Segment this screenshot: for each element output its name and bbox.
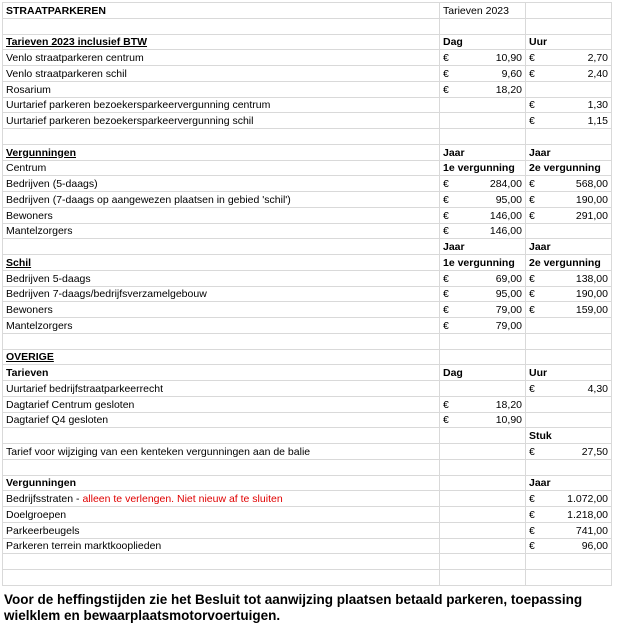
table-row	[3, 381, 612, 397]
cell[interactable]: Uurtarief bedrijfstraatparkeerrecht	[3, 381, 440, 397]
cell[interactable]	[440, 318, 526, 334]
currency-symbol: €	[443, 67, 449, 80]
amount	[443, 303, 522, 317]
cell[interactable]: Bedrijven 7-daags/bedrijfsverzamelgebouw	[3, 286, 440, 302]
cell[interactable]: Mantelzorgers	[3, 318, 440, 334]
cell[interactable]: Dagtarief Centrum gesloten	[3, 396, 440, 412]
cell-text: Jaar	[443, 146, 465, 159]
cell[interactable]	[526, 239, 612, 255]
amount-value: 10,90	[495, 414, 522, 427]
table-row	[3, 270, 612, 286]
cell[interactable]	[526, 554, 612, 570]
cell[interactable]: Venlo straatparkeren centrum	[3, 50, 440, 66]
amount	[529, 303, 608, 317]
cell[interactable]: Venlo straatparkeren schil	[3, 66, 440, 82]
currency-symbol: €	[529, 67, 535, 80]
table-row	[3, 507, 612, 523]
cell[interactable]	[3, 491, 440, 507]
amount-value: 2,40	[587, 67, 608, 80]
currency-symbol: €	[529, 178, 535, 190]
amount	[529, 287, 608, 301]
amount	[443, 67, 522, 81]
amount	[443, 398, 522, 412]
cell[interactable]	[440, 255, 526, 271]
amount-value: 4,30	[587, 382, 608, 395]
amount	[443, 272, 522, 286]
cell-text: Stuk	[529, 430, 552, 442]
amount	[529, 492, 608, 506]
cell[interactable]	[440, 129, 526, 145]
cell[interactable]	[526, 570, 612, 586]
table-row	[3, 475, 612, 491]
cell-text: Vergunningen	[6, 146, 77, 159]
amount	[529, 67, 608, 81]
cell-text: Bedrijfsstraten -	[6, 493, 83, 505]
currency-symbol: €	[529, 382, 535, 395]
currency-symbol: €	[529, 445, 535, 458]
amount	[529, 209, 608, 223]
currency-symbol: €	[443, 83, 449, 96]
cell[interactable]	[526, 34, 612, 50]
currency-symbol: €	[529, 508, 535, 521]
cell[interactable]	[526, 333, 612, 349]
cell-text: Jaar	[529, 146, 551, 159]
amount	[529, 508, 608, 522]
cell[interactable]	[440, 381, 526, 397]
amount-value: 138,00	[575, 272, 608, 285]
cell[interactable]: Doelgroepen	[3, 507, 440, 523]
table-row	[3, 538, 612, 554]
table-row	[3, 18, 612, 34]
cell[interactable]	[3, 333, 440, 349]
currency-symbol: €	[529, 99, 535, 112]
cell-text: 1e vergunning	[443, 256, 515, 269]
amount-value: 190,00	[575, 193, 608, 206]
cell[interactable]	[526, 223, 612, 239]
cell[interactable]	[526, 113, 612, 129]
cell[interactable]	[440, 522, 526, 538]
amount-value: 190,00	[575, 288, 608, 301]
cell[interactable]	[3, 554, 440, 570]
amount-value: 69,00	[495, 272, 522, 285]
cell[interactable]	[3, 18, 440, 34]
amount-value: 146,00	[489, 209, 522, 222]
cell[interactable]	[440, 270, 526, 286]
table-row	[3, 160, 612, 176]
cell-text: 2e vergunning	[529, 162, 601, 175]
cell[interactable]	[440, 570, 526, 586]
cell[interactable]	[3, 129, 440, 145]
table-row	[3, 365, 612, 381]
table-row	[3, 302, 612, 318]
cell[interactable]	[526, 270, 612, 286]
cell[interactable]	[3, 459, 440, 475]
cell[interactable]: Uurtarief parkeren bezoekersparkeervergunning schil	[3, 113, 440, 129]
amount-value: 18,20	[495, 398, 522, 411]
cell[interactable]	[526, 381, 612, 397]
currency-symbol: €	[529, 493, 535, 505]
amount	[443, 177, 522, 191]
cell[interactable]: Bedrijven (7-daags op aangewezen plaatsen in gebied 'schil')	[3, 192, 440, 208]
table-row	[3, 239, 612, 255]
table-row	[3, 554, 612, 570]
amount	[529, 98, 608, 112]
sheet-subtitle[interactable]: Tarieven 2023	[440, 3, 526, 19]
table-row	[3, 570, 612, 586]
warning-text: alleen te verlengen. Niet nieuw af te sluiten	[82, 493, 283, 505]
cell[interactable]	[440, 97, 526, 113]
currency-symbol: €	[529, 115, 535, 127]
cell[interactable]	[440, 192, 526, 208]
cell[interactable]	[440, 459, 526, 475]
amount-value: 96,00	[581, 540, 608, 553]
cell-text: Jaar	[529, 477, 551, 490]
table-row	[3, 66, 612, 82]
cell-text: Jaar	[443, 241, 465, 253]
amount-value: 95,00	[495, 193, 522, 206]
currency-symbol: €	[443, 272, 449, 285]
table-row	[3, 207, 612, 223]
cell[interactable]	[440, 444, 526, 460]
table-row	[3, 522, 612, 538]
cell-text: Tarieven 2023 inclusief BTW	[6, 36, 148, 49]
footer-note: Voor de heffingstijden zie het Besluit tot aanwijzing plaatsen betaald parkeren, toepassing wielklem en bewaarplaatsmotorvoertuigen.	[4, 592, 583, 623]
amount	[529, 51, 608, 65]
cell[interactable]: Bedrijven 5-daags	[3, 270, 440, 286]
cell[interactable]	[526, 255, 612, 271]
cell-text: Dag	[443, 367, 463, 379]
cell[interactable]	[3, 365, 440, 381]
tariff-table	[2, 2, 612, 586]
amount-value: 95,00	[495, 288, 522, 301]
table-row	[3, 459, 612, 475]
cell-text: 2e vergunning	[529, 256, 601, 269]
cell[interactable]	[3, 570, 440, 586]
cell[interactable]	[526, 459, 612, 475]
cell[interactable]	[440, 144, 526, 160]
cell[interactable]	[3, 144, 440, 160]
table-row	[3, 97, 612, 113]
amount-value: 10,90	[495, 52, 522, 64]
currency-symbol: €	[529, 540, 535, 553]
amount	[529, 272, 608, 286]
currency-symbol: €	[443, 304, 449, 316]
amount-value: 18,20	[495, 83, 522, 96]
amount-value: 146,00	[489, 225, 522, 238]
amount	[529, 539, 608, 553]
table-row	[3, 444, 612, 460]
cell[interactable]: Bewoners	[3, 207, 440, 223]
cell[interactable]	[526, 18, 612, 34]
amount	[443, 224, 522, 238]
cell-text: OVERIGE	[6, 351, 54, 364]
cell[interactable]	[3, 239, 440, 255]
cell[interactable]	[440, 538, 526, 554]
cell[interactable]: Bewoners	[3, 302, 440, 318]
amount-value: 1,30	[587, 99, 608, 112]
cell[interactable]	[440, 239, 526, 255]
cell[interactable]	[526, 144, 612, 160]
header-row	[3, 3, 612, 19]
cell[interactable]	[526, 507, 612, 523]
cell[interactable]: Bedrijven (5-daags)	[3, 176, 440, 192]
cell[interactable]	[440, 333, 526, 349]
amount-value: 9,60	[501, 67, 522, 80]
cell[interactable]	[526, 538, 612, 554]
currency-symbol: €	[529, 272, 535, 285]
cell[interactable]: Dagtarief Q4 gesloten	[3, 412, 440, 428]
cell[interactable]	[526, 444, 612, 460]
amount-value: 284,00	[489, 178, 522, 190]
cell[interactable]	[526, 475, 612, 491]
amount-value: 2,70	[587, 52, 608, 64]
currency-symbol: €	[443, 414, 449, 427]
cell[interactable]	[440, 412, 526, 428]
amount-value: 741,00	[575, 524, 608, 537]
currency-symbol: €	[443, 193, 449, 206]
cell[interactable]	[440, 507, 526, 523]
table-row	[3, 491, 612, 507]
table-row	[3, 50, 612, 66]
table-row	[3, 255, 612, 271]
cell[interactable]	[3, 34, 440, 50]
table-row	[3, 192, 612, 208]
table-row	[3, 428, 612, 444]
currency-symbol: €	[443, 178, 449, 190]
cell[interactable]	[440, 18, 526, 34]
cell[interactable]	[526, 318, 612, 334]
cell[interactable]	[3, 428, 440, 444]
amount	[529, 382, 608, 396]
cell[interactable]	[440, 34, 526, 50]
cell-text: 1e vergunning	[443, 162, 515, 175]
currency-symbol: €	[529, 524, 535, 537]
amount	[529, 114, 608, 128]
cell[interactable]	[440, 113, 526, 129]
cell[interactable]	[526, 522, 612, 538]
cell[interactable]	[440, 160, 526, 176]
table-row	[3, 349, 612, 365]
cell[interactable]	[526, 97, 612, 113]
table-row	[3, 34, 612, 50]
cell[interactable]	[440, 396, 526, 412]
currency-symbol: €	[443, 288, 449, 301]
table-row	[3, 144, 612, 160]
amount	[443, 319, 522, 333]
amount-value: 1.072,00	[567, 493, 608, 505]
cell[interactable]	[440, 50, 526, 66]
currency-symbol: €	[529, 288, 535, 301]
currency-symbol: €	[443, 225, 449, 238]
cell-text: Jaar	[529, 241, 551, 253]
cell[interactable]	[440, 223, 526, 239]
cell[interactable]	[526, 412, 612, 428]
cell[interactable]	[440, 349, 526, 365]
cell[interactable]	[440, 491, 526, 507]
currency-symbol: €	[443, 319, 449, 332]
amount	[443, 413, 522, 427]
sheet-title[interactable]: STRAATPARKEREN	[3, 3, 440, 19]
table-row	[3, 412, 612, 428]
amount-value: 159,00	[575, 304, 608, 316]
cell[interactable]: Centrum	[3, 160, 440, 176]
cell[interactable]	[526, 286, 612, 302]
cell[interactable]	[3, 475, 440, 491]
currency-symbol: €	[529, 193, 535, 206]
cell[interactable]	[526, 428, 612, 444]
cell[interactable]	[526, 192, 612, 208]
cell[interactable]	[526, 302, 612, 318]
cell[interactable]	[526, 3, 612, 19]
amount	[443, 287, 522, 301]
cell-text: Uur	[529, 367, 548, 379]
table-row	[3, 286, 612, 302]
cell[interactable]: Rosarium	[3, 81, 440, 97]
cell[interactable]: Parkeren terrein marktkooplieden	[3, 538, 440, 554]
cell[interactable]	[3, 255, 440, 271]
cell[interactable]	[440, 302, 526, 318]
cell[interactable]	[440, 475, 526, 491]
cell-text: Dag	[443, 36, 463, 49]
table-row	[3, 333, 612, 349]
cell[interactable]: Tarief voor wijziging van een kenteken vergunningen aan de balie	[3, 444, 440, 460]
table-row	[3, 396, 612, 412]
table-row	[3, 129, 612, 145]
cell[interactable]: Parkeerbeugels	[3, 522, 440, 538]
amount	[529, 177, 608, 191]
amount-value: 568,00	[575, 178, 608, 190]
cell[interactable]	[526, 396, 612, 412]
table-row	[3, 318, 612, 334]
cell-text: Tarieven	[6, 367, 49, 379]
amount	[529, 524, 608, 538]
cell[interactable]	[526, 176, 612, 192]
currency-symbol: €	[529, 209, 535, 222]
amount	[529, 193, 608, 207]
amount-value: 27,50	[581, 445, 608, 458]
cell[interactable]: Uurtarief parkeren bezoekersparkeervergunning centrum	[3, 97, 440, 113]
currency-symbol: €	[529, 304, 535, 316]
amount-value: 291,00	[575, 209, 608, 222]
cell[interactable]	[526, 81, 612, 97]
cell[interactable]	[526, 491, 612, 507]
currency-symbol: €	[443, 209, 449, 222]
cell[interactable]	[526, 365, 612, 381]
cell[interactable]	[526, 50, 612, 66]
amount-value: 1.218,00	[567, 508, 608, 521]
table-row	[3, 223, 612, 239]
cell-text: Vergunningen	[6, 477, 77, 490]
cell[interactable]	[526, 129, 612, 145]
table-row	[3, 81, 612, 97]
cell[interactable]	[526, 349, 612, 365]
cell[interactable]	[440, 428, 526, 444]
cell[interactable]: Mantelzorgers	[3, 223, 440, 239]
amount-value: 79,00	[495, 319, 522, 332]
cell-text: Uur	[529, 36, 548, 49]
cell[interactable]	[440, 286, 526, 302]
cell[interactable]	[440, 66, 526, 82]
cell[interactable]	[526, 66, 612, 82]
amount	[443, 83, 522, 97]
amount	[443, 51, 522, 65]
amount	[443, 193, 522, 207]
cell[interactable]	[526, 207, 612, 223]
cell[interactable]	[440, 554, 526, 570]
table-row	[3, 176, 612, 192]
amount-value: 79,00	[495, 304, 522, 316]
cell[interactable]	[440, 176, 526, 192]
cell[interactable]	[3, 349, 440, 365]
currency-symbol: €	[443, 398, 449, 411]
cell[interactable]	[440, 81, 526, 97]
cell[interactable]	[440, 365, 526, 381]
currency-symbol: €	[529, 52, 535, 64]
amount-value: 1,15	[587, 115, 608, 127]
cell[interactable]	[440, 207, 526, 223]
amount	[443, 209, 522, 223]
cell-text: Schil	[6, 256, 32, 269]
cell[interactable]	[526, 160, 612, 176]
table-row	[3, 113, 612, 129]
currency-symbol: €	[443, 52, 449, 64]
amount	[529, 445, 608, 459]
